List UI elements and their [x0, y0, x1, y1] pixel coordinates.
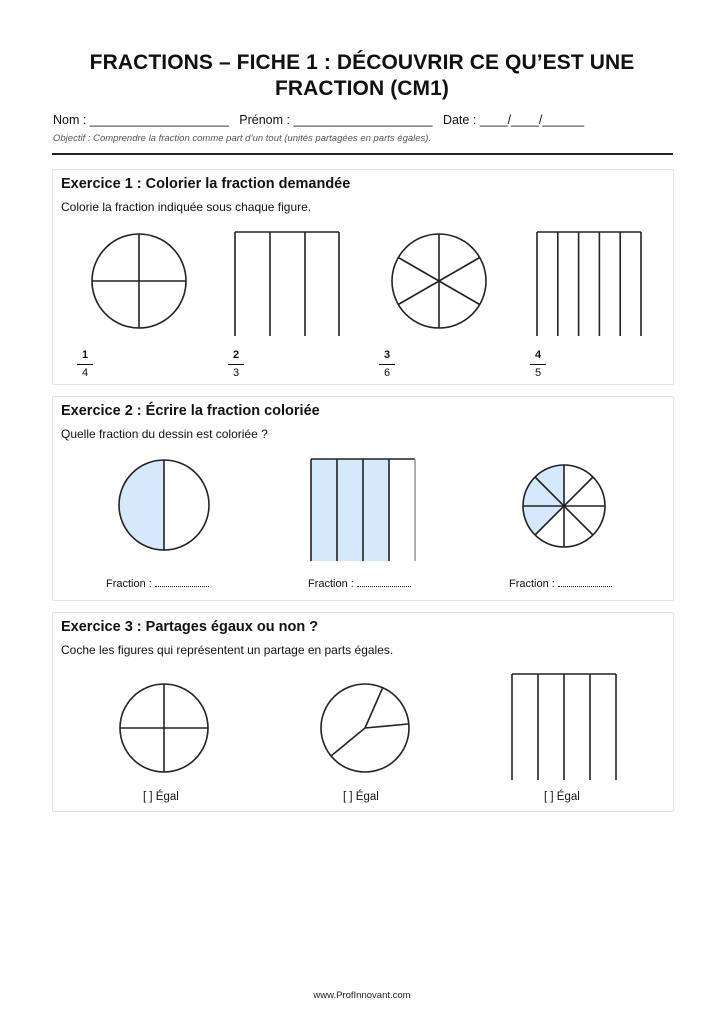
denominator: 4	[81, 367, 89, 379]
ex2-answer-1[interactable]	[106, 578, 209, 590]
ex3-checkbox-3[interactable]: [ ] Égal	[544, 791, 580, 803]
ex2-answer-2[interactable]	[308, 578, 411, 590]
exercise-3-title: Exercice 3 : Partages égaux ou non ?	[61, 619, 319, 635]
exercise-3-instruction: Coche les figures qui représentent un partage en parts égales.	[61, 643, 394, 657]
answer-label: Fraction :	[509, 578, 555, 590]
fraction-bar	[379, 364, 395, 365]
ex3-figure-circle-quarters	[117, 681, 211, 775]
page-title: FRACTIONS – FICHE 1 : DÉCOUVRIR CE QU’EST UNE FRACTION (CM1)	[89, 51, 635, 100]
header-divider	[52, 153, 673, 155]
numerator: 4	[534, 349, 542, 361]
fraction-bar	[228, 364, 244, 365]
numerator: 3	[383, 349, 391, 361]
footer-website: www.ProfInnovant.com	[313, 990, 411, 1001]
answer-blank[interactable]	[155, 578, 209, 587]
fraction-bar	[530, 364, 546, 365]
ex2-figure-rectangle-quarters	[309, 457, 417, 563]
ex1-fraction-2	[229, 349, 243, 380]
numerator: 2	[232, 349, 240, 361]
exercise-2-card	[52, 396, 674, 601]
ex2-answer-3[interactable]	[509, 578, 612, 590]
ex2-figure-circle-eighths	[519, 461, 609, 551]
objective-text: Objectif : Comprendre la fraction comme part d’un tout (unités partagées en parts égales).	[53, 133, 432, 144]
answer-label: Fraction :	[308, 578, 354, 590]
nom-field[interactable]: Nom : ____________________	[53, 113, 229, 127]
answer-label: Fraction :	[106, 578, 152, 590]
ex3-figure-rectangle-quarters	[510, 672, 618, 782]
prenom-field[interactable]: Prénom : ____________________	[239, 113, 433, 127]
ex1-figure-rectangle-thirds[interactable]	[233, 230, 341, 338]
exercise-2-title: Exercice 2 : Écrire la fraction coloriée	[61, 403, 320, 419]
ex2-figure-circle-halves	[116, 457, 212, 553]
exercise-1-instruction: Colorie la fraction indiquée sous chaque figure.	[61, 200, 312, 214]
denominator: 6	[383, 367, 391, 379]
numerator: 1	[81, 349, 89, 361]
ex1-fraction-4	[531, 349, 545, 380]
ex1-fraction-1	[78, 349, 92, 380]
answer-blank[interactable]	[357, 578, 411, 587]
ex3-checkbox-1[interactable]: [ ] Égal	[143, 791, 179, 803]
ex1-figure-circle-quarters[interactable]	[89, 231, 189, 331]
denominator: 3	[232, 367, 240, 379]
exercise-3-card	[52, 612, 674, 812]
ex3-checkbox-2[interactable]: [ ] Égal	[343, 791, 379, 803]
ex1-figure-circle-sixths[interactable]	[389, 231, 489, 331]
fraction-bar	[77, 364, 93, 365]
ex1-figure-rectangle-fifths[interactable]	[535, 230, 643, 338]
answer-blank[interactable]	[558, 578, 612, 587]
date-field[interactable]: Date : ____/____/______	[442, 113, 585, 127]
ex3-figure-circle-unequal	[318, 681, 412, 775]
exercise-2-instruction: Quelle fraction du dessin est coloriée ?	[61, 427, 268, 441]
denominator: 5	[534, 367, 542, 379]
student-info-line	[53, 113, 584, 127]
exercise-1-card	[52, 169, 674, 385]
ex1-fraction-3	[380, 349, 394, 380]
exercise-1-title: Exercice 1 : Colorier la fraction demandée	[61, 176, 351, 192]
